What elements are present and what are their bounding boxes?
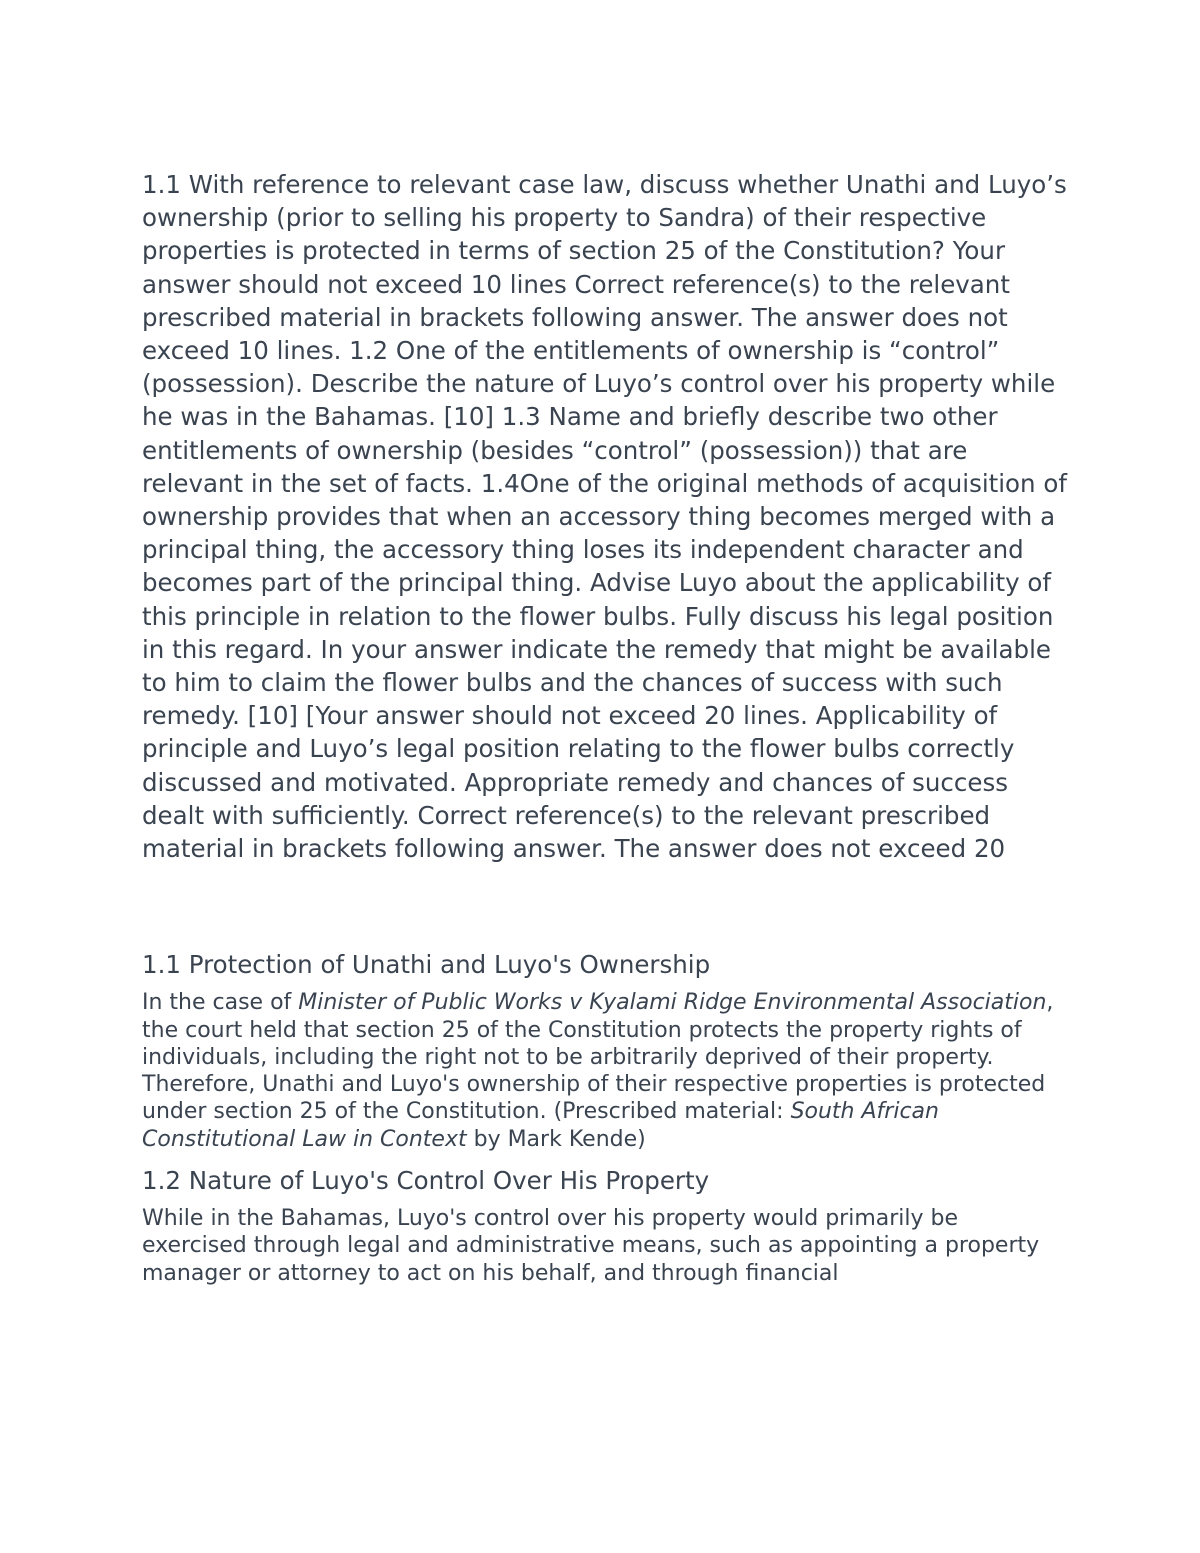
section-body-1-2: While in the Bahamas, Luyo's control over his property would primarily be exercised through legal and administrative means, such as appointing a property manager or attorney to act on his behalf, and through financial <box>142 1206 1040 1286</box>
question-text: 1.1 With reference to relevant case law, discuss whether Unathi and Luyo’s ownership (prior to selling his property to Sandra) of their respective properties is protected in terms of section 25 of the Constitution? Your answer should not exceed 10 lines Correct reference(s) to the relevant prescribed material in brackets following answer. The answer does not exceed 10 lines. 1.2 One of the entitlements of ownership is “control” (possession). Describe the nature of Luyo’s control over his property while he was in the Bahamas. [10] 1.3 Name and briefly describe two other entitlements of ownership (besides “control” (possession)) that are relevant in the set of facts. 1.4One of the original methods of acquisition of ownership provides that when an accessory thing becomes merged with a principal thing, the accessory thing loses its independent character and becomes part of the principal thing. Advise Luyo about the applicability of this principle in relation to the flower bulbs. Fully discuss his legal position in this regard. In your answer indicate the remedy that might be available to him to claim the flower bulbs and the chances of success with such remedy. [10] [Your answer should not exceed 20 lines. Applicability of principle and Luyo’s legal position relating to the flower bulbs correctly discussed and motivated. Appropriate remedy and chances of success dealt with sufficiently. Correct reference(s) to the relevant prescribed material in brackets following answer. The answer does not exceed 20 <box>142 170 1067 864</box>
case-name: Minister of Public Works v Kyalami Ridge Environmental Association <box>298 990 1047 1016</box>
section-body-1-1 <box>142 989 1067 1153</box>
body-intro: In the case of <box>142 990 299 1016</box>
document-page <box>142 168 1067 1299</box>
book-author: by Mark Kende) <box>466 1126 646 1152</box>
answers-section <box>142 949 1067 1287</box>
section-heading-1-1: 1.1 Protection of Unathi and Luyo's Ownership <box>142 950 711 980</box>
book-title: South African Constitutional Law in Context <box>142 1099 939 1152</box>
section-heading-1-2: 1.2 Nature of Luyo's Control Over His Property <box>142 1166 710 1196</box>
body-text: , the court held that section 25 of the Constitution protects the property rights of individuals, including the right not to be arbitrarily deprived of their property. Therefore, Unathi and Luyo's ownership of their respective properties is protected under section 25 of the Constitution. (Prescribed material: <box>142 990 1054 1125</box>
